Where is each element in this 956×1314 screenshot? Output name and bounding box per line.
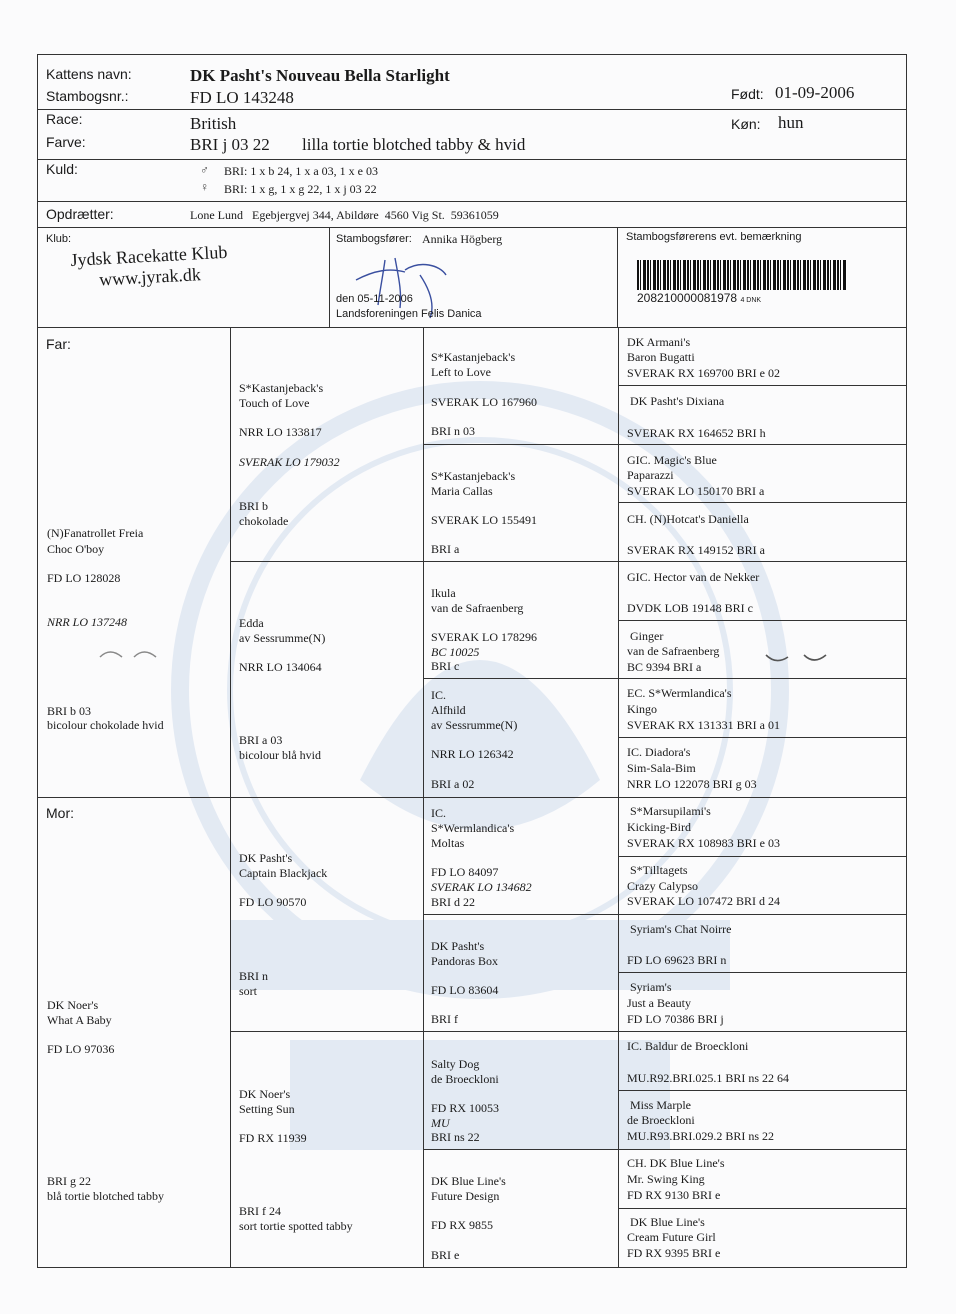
- g2-line2: SVERAK RX 164652 BRI h: [627, 426, 766, 440]
- g9-line1: S*Marsupilami's: [630, 804, 711, 818]
- ds-name-1: DK Pasht's: [239, 851, 293, 865]
- ss-ems: BRI b: [239, 499, 269, 513]
- g4-line1: CH. (N)Hotcat's Daniella: [627, 512, 749, 526]
- sdd-title: IC.: [431, 688, 446, 702]
- ss-reg-alt: SVERAK LO 179032: [239, 455, 340, 469]
- club-stamp: [70, 242, 229, 292]
- dsd-name-1: DK Pasht's: [431, 939, 485, 953]
- ssd-name-2: Maria Callas: [431, 484, 493, 498]
- g7-line2: Kingo: [627, 702, 657, 716]
- dd-name-2: Setting Sun: [239, 1102, 295, 1116]
- club-label: Klub:: [46, 233, 72, 245]
- g8-line2: Sim-Sala-Bim: [627, 761, 696, 775]
- registrar-org: Landsforeningen Felis Danica: [336, 308, 482, 320]
- g5-line2: DVDK LOB 19148 BRI c: [627, 601, 753, 615]
- sds-name-2: van de Safraenberg: [431, 601, 524, 615]
- breed: British: [190, 114, 237, 133]
- sds-name-1: Ikula: [431, 586, 456, 600]
- color-description: lilla tortie blotched tabby & hvid: [302, 135, 526, 154]
- g16-line1: DK Blue Line's: [630, 1215, 705, 1229]
- male-litter: BRI: 1 x b 24, 1 x a 03, 1 x e 03: [224, 164, 378, 178]
- ddd-reg: FD RX 9855: [431, 1218, 494, 1232]
- dds-name-1: Salty Dog: [431, 1057, 480, 1071]
- ems-code: BRI j 03 22: [190, 135, 270, 154]
- g16-line2: Cream Future Girl: [627, 1230, 716, 1244]
- sire-reg-alt: NRR LO 137248: [47, 615, 128, 629]
- club-url: www.jyrak.dk: [98, 264, 202, 290]
- g4-line2: SVERAK RX 149152 BRI a: [627, 543, 766, 557]
- dss-ems: BRI d 22: [431, 895, 476, 909]
- born-date: 01-09-2006: [775, 83, 855, 102]
- g6-line1: Ginger: [630, 629, 664, 643]
- g15-line2: Mr. Swing King: [627, 1172, 705, 1186]
- dd-color: sort tortie spotted tabby: [239, 1219, 353, 1233]
- g8-line1: IC. Diadora's: [627, 745, 691, 759]
- sd-name-1: Edda: [239, 616, 264, 630]
- barcode-number: 208210000081978 4 DNK: [637, 291, 762, 305]
- dss-name-2: Moltas: [431, 836, 465, 850]
- sire-color: bicolour chokolade hvid: [47, 718, 164, 732]
- sire-reg: FD LO 128028: [47, 571, 121, 585]
- sdd-name-1: Alfhild: [431, 703, 466, 717]
- dds-reg-alt: MU: [431, 1116, 450, 1130]
- remarks-label: Stambogsførerens evt. bemærkning: [626, 231, 802, 243]
- sss-ems: BRI n 03: [431, 424, 476, 438]
- g11-line1: Syriam's Chat Noirre: [630, 922, 732, 936]
- registration-label: Stambogsnr.:: [46, 88, 129, 104]
- sdd-reg: NRR LO 126342: [431, 747, 514, 761]
- dam-reg: FD LO 97036: [47, 1042, 115, 1056]
- g12-line1: Syriam's: [630, 980, 672, 994]
- breeder-label: Opdrætter:: [46, 206, 114, 222]
- sd-name-2: av Sessrumme(N): [239, 631, 326, 645]
- g13-line1: IC. Baldur de Broeckloni: [627, 1039, 749, 1053]
- female-symbol-icon: ♀: [200, 180, 209, 194]
- scribble-mark-icon: [764, 651, 828, 665]
- registrar-label: Stambogsfører:: [336, 233, 412, 245]
- ds-reg: FD LO 90570: [239, 895, 307, 909]
- sex-label: Køn:: [731, 116, 761, 132]
- color-label: Farve:: [46, 134, 86, 150]
- ddd-name-2: Future Design: [431, 1189, 500, 1203]
- g2-line1: DK Pasht's Dixiana: [630, 394, 725, 408]
- dam-label: Mor:: [46, 805, 74, 821]
- dss-title: IC.: [431, 806, 446, 820]
- sss-name-1: S*Kastanjeback's: [431, 350, 516, 364]
- g14-line1: Miss Marple: [630, 1098, 691, 1112]
- g10-line1: S*Tilltagets: [630, 863, 688, 877]
- dd-name-1: DK Noer's: [239, 1087, 291, 1101]
- registrar-name: Annika Högberg: [422, 232, 503, 246]
- g7-line3: SVERAK RX 131331 BRI a 01: [627, 718, 781, 732]
- g9-line2: Kicking-Bird: [627, 820, 691, 834]
- dam-name-line2: What A Baby: [47, 1013, 112, 1027]
- registration-number: FD LO 143248: [190, 88, 294, 107]
- sss-name-2: Left to Love: [431, 365, 491, 379]
- dam-color: blå tortie blotched tabby: [47, 1189, 164, 1203]
- sire-ems: BRI b 03: [47, 704, 92, 718]
- dds-ems: BRI ns 22: [431, 1130, 480, 1144]
- dds-name-2: de Broeckloni: [431, 1072, 499, 1086]
- sire-name-line1: (N)Fanatrollet Freia: [47, 526, 144, 540]
- ddd-ems: BRI e: [431, 1248, 460, 1262]
- sd-reg: NRR LO 134064: [239, 660, 322, 674]
- dsd-reg: FD LO 83604: [431, 983, 499, 997]
- dd-ems: BRI f 24: [239, 1204, 281, 1218]
- decoration-mark-icon: [98, 647, 160, 659]
- ddd-name-1: DK Blue Line's: [431, 1174, 506, 1188]
- dd-reg: FD RX 11939: [239, 1131, 307, 1145]
- g3-line3: SVERAK LO 150170 BRI a: [627, 484, 765, 498]
- registrar-date: den 05-11-2006: [336, 293, 413, 305]
- ssd-name-1: S*Kastanjeback's: [431, 469, 516, 483]
- club-name: Jydsk Racekatte Klub: [70, 241, 228, 270]
- g15-line3: FD RX 9130 BRI e: [627, 1188, 721, 1202]
- breed-label: Race:: [46, 111, 83, 127]
- g7-line1: EC. S*Wermlandica's: [627, 686, 732, 700]
- female-litter: BRI: 1 x g, 1 x g 22, 1 x j 03 22: [224, 182, 377, 196]
- ss-reg: NRR LO 133817: [239, 425, 322, 439]
- born-label: Født:: [731, 86, 764, 102]
- dds-reg: FD RX 10053: [431, 1101, 500, 1115]
- ds-ems: BRI n: [239, 969, 269, 983]
- dss-name-1: S*Wermlandica's: [431, 821, 515, 835]
- ssd-ems: BRI a: [431, 542, 460, 556]
- male-symbol-icon: ♂: [200, 163, 209, 177]
- sire-name-line2: Choc O'boy: [47, 542, 105, 556]
- g9-line3: SVERAK RX 108983 BRI e 03: [627, 836, 781, 850]
- g3-line1: GIC. Magic's Blue: [627, 453, 717, 467]
- dsd-ems: BRI f: [431, 1012, 458, 1026]
- dam-ems: BRI g 22: [47, 1174, 92, 1188]
- g3-line2: Paparazzi: [627, 468, 674, 482]
- dsd-name-2: Pandoras Box: [431, 954, 498, 968]
- cat-name-label: Kattens navn:: [46, 66, 132, 82]
- g10-line3: SVERAK LO 107472 BRI d 24: [627, 894, 781, 908]
- sex: hun: [778, 113, 804, 132]
- sds-reg: SVERAK LO 178296: [431, 630, 538, 644]
- g8-line3: NRR LO 122078 BRI g 03: [627, 777, 757, 791]
- ds-color: sort: [239, 984, 257, 998]
- g10-line2: Crazy Calypso: [627, 879, 698, 893]
- g16-line3: FD RX 9395 BRI e: [627, 1246, 721, 1260]
- sdd-name-2: av Sessrumme(N): [431, 718, 518, 732]
- sss-reg: SVERAK LO 167960: [431, 395, 538, 409]
- sd-ems: BRI a 03: [239, 733, 283, 747]
- g14-line3: MU.R93.BRI.029.2 BRI ns 22: [627, 1129, 775, 1143]
- g15-line1: CH. DK Blue Line's: [627, 1156, 725, 1170]
- ss-color: chokolade: [239, 514, 289, 528]
- g5-line1: GIC. Hector van de Nekker: [627, 570, 760, 584]
- g6-line2: van de Safraenberg: [627, 644, 720, 658]
- dss-reg: FD LO 84097: [431, 865, 499, 879]
- g6-line3: BC 9394 BRI a: [627, 660, 702, 674]
- ss-name-2: Touch of Love: [239, 396, 310, 410]
- litter-label: Kuld:: [46, 161, 78, 177]
- g14-line2: de Broeckloni: [627, 1113, 695, 1127]
- ss-name-1: S*Kastanjeback's: [239, 381, 324, 395]
- g1-line1: DK Armani's: [627, 335, 691, 349]
- breeder-info: Lone Lund Egebjergvej 344, Abildøre 4560 Vig St. 59361059: [190, 208, 499, 222]
- g1-line2: Baron Bugatti: [627, 350, 695, 364]
- g11-line2: FD LO 69623 BRI n: [627, 953, 727, 967]
- dam-name-line1: DK Noer's: [47, 998, 99, 1012]
- sds-ems: BRI c: [431, 659, 460, 673]
- barcode: [637, 260, 847, 290]
- g12-line3: FD LO 70386 BRI j: [627, 1012, 724, 1026]
- g13-line2: MU.R92.BRI.025.1 BRI ns 22 64: [627, 1071, 790, 1085]
- sdd-ems: BRI a 02: [431, 777, 475, 791]
- g12-line2: Just a Beauty: [627, 996, 691, 1010]
- dss-reg-alt: SVERAK LO 134682: [431, 880, 532, 894]
- sire-label: Far:: [46, 336, 71, 352]
- ds-name-2: Captain Blackjack: [239, 866, 328, 880]
- ssd-reg: SVERAK LO 155491: [431, 513, 538, 527]
- sds-reg-alt: BC 10025: [431, 645, 480, 659]
- sd-color: bicolour blå hvid: [239, 748, 321, 762]
- g1-line3: SVERAK RX 169700 BRI e 02: [627, 366, 781, 380]
- cat-name: DK Pasht's Nouveau Bella Starlight: [190, 66, 450, 85]
